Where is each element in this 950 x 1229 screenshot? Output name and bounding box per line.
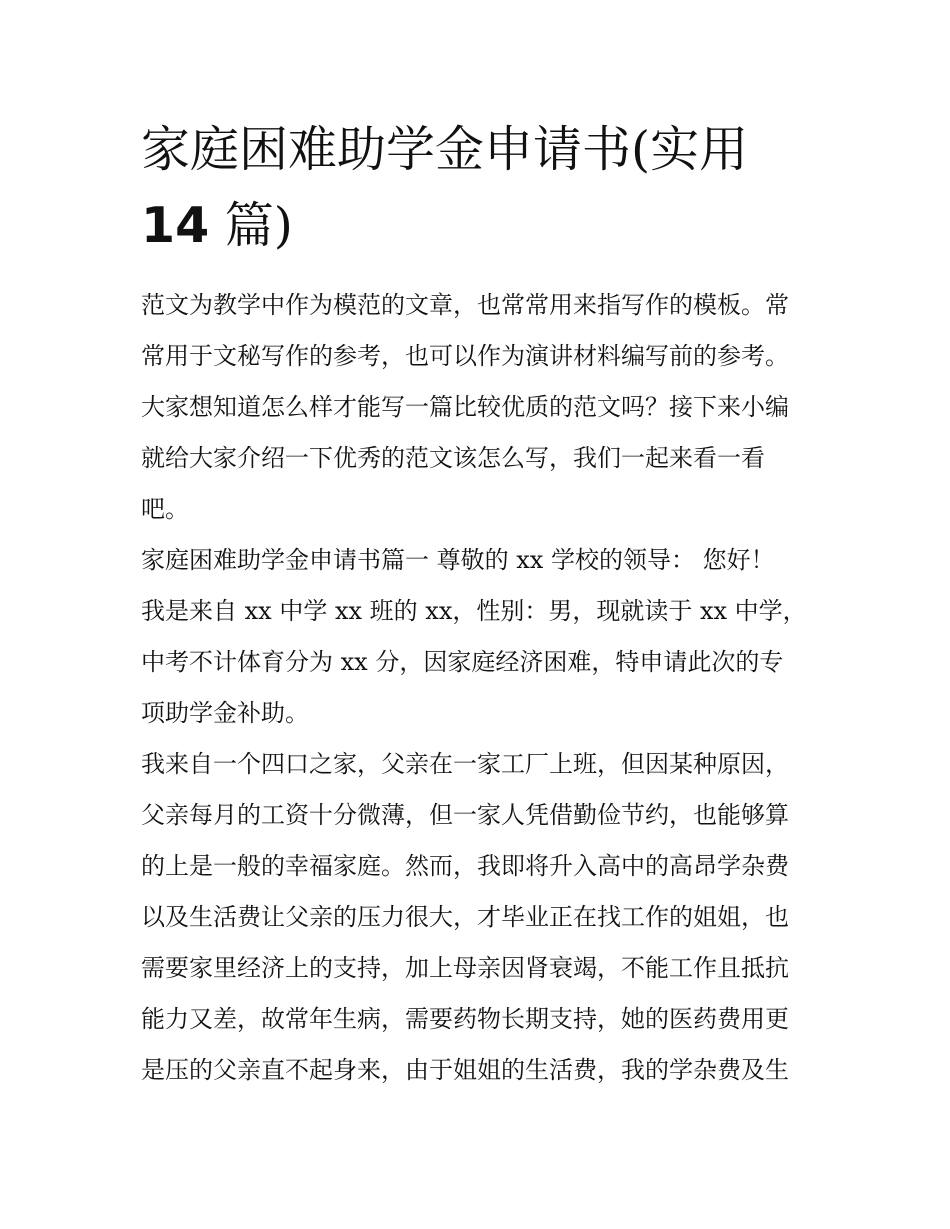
document-body	[141, 280, 821, 1096]
text-line: 家庭困难助学金申请书篇一 尊敬的 xx 学校的领导： 您好！	[141, 546, 775, 574]
text-line: 大家想知道怎么样才能写一篇比较优质的范文吗？接下来小编	[141, 393, 789, 421]
title-count: 14	[141, 197, 210, 254]
title-suffix: 篇)	[209, 197, 293, 254]
text-line: 以及生活费让父亲的压力很大，才毕业正在找工作的姐姐，也	[141, 903, 789, 931]
text-line: 需要家里经济上的支持，加上母亲因肾衰竭，不能工作且抵抗	[141, 954, 789, 982]
text-line: 我是来自 xx 中学 xx 班的 xx，性别：男，现就读于 xx 中学，	[141, 597, 807, 625]
text-line: 是压的父亲直不起身来，由于姐姐的生活费，我的学杂费及生	[141, 1056, 789, 1084]
paragraph-self-intro	[141, 586, 821, 739]
title-line-1: 家庭困难助学金申请书(实用	[141, 121, 749, 178]
text-line: 我来自一个四口之家，父亲在一家工厂上班，但因某种原因，	[141, 750, 789, 778]
text-line: 范文为教学中作为模范的文章，也常常用来指写作的模板。常	[141, 291, 789, 319]
text-line: 的上是一般的幸福家庭。然而，我即将升入高中的高昂学杂费	[141, 852, 789, 880]
title-line-2	[141, 188, 841, 264]
paragraph-family-situation	[141, 739, 821, 1096]
text-line: 吧。	[141, 495, 189, 523]
text-line: 中考不计体育分为 xx 分，因家庭经济困难，特申请此次的专	[141, 648, 784, 676]
text-line: 能力又差，故常年生病，需要药物长期支持，她的医药费用更	[141, 1005, 789, 1033]
paragraph-intro	[141, 280, 821, 535]
paragraph-salutation	[141, 535, 821, 586]
text-line: 常用于文秘写作的参考，也可以作为演讲材料编写前的参考。	[141, 342, 789, 370]
text-line: 就给大家介绍一下优秀的范文该怎么写，我们一起来看一看	[141, 444, 765, 472]
text-line: 项助学金补助。	[141, 699, 309, 727]
text-line: 父亲每月的工资十分微薄，但一家人凭借勤俭节约，也能够算	[141, 801, 789, 829]
document-title	[141, 112, 841, 264]
